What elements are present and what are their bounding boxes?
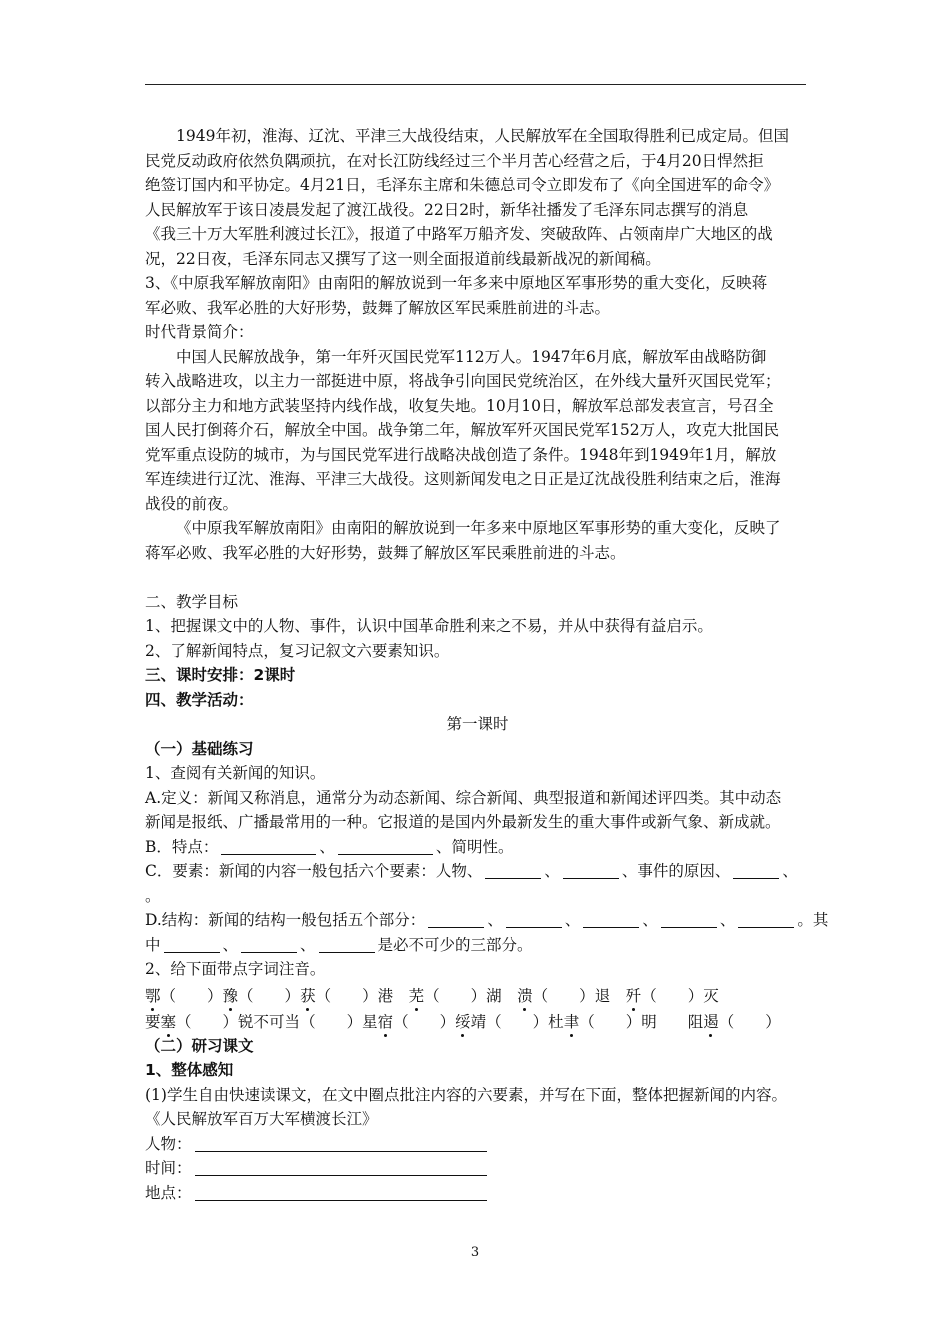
- dotted-char: 歼: [626, 984, 642, 1006]
- answer-blank[interactable]: [563, 862, 619, 879]
- question-2: 2、给下面带点字词注音。: [145, 960, 326, 978]
- question-a-line-2: 新闻是报纸、广播最常用的一种。它报道的是国内外最新发生的重大事件或新气象、新成就。: [145, 813, 781, 831]
- dotted-char: 聿: [564, 1010, 580, 1032]
- answer-blank[interactable]: [241, 936, 297, 953]
- field-label: 时间：: [145, 1159, 192, 1177]
- field-person: [145, 1132, 810, 1157]
- plain-char: 杜: [548, 1012, 564, 1031]
- answer-line[interactable]: [195, 1135, 487, 1152]
- question-d-line-2: [145, 933, 810, 958]
- separator: 、: [319, 837, 335, 856]
- background-heading: 时代背景简介：: [145, 323, 254, 341]
- separator: 、: [222, 935, 239, 954]
- answer-paren[interactable]: （ ）: [300, 1012, 363, 1031]
- answer-paren[interactable]: （ ）: [579, 1012, 642, 1031]
- text-line: 蒋军必败、我军必胜的大好形势，鼓舞了解放区军民乘胜前进的斗志。: [145, 543, 626, 562]
- activities-heading: 四、教学活动：: [145, 690, 254, 709]
- text-line: 党军重点设防的城市，为与国民党军进行战略决战创造了条件。1948年到1949年1月，解放: [145, 445, 777, 464]
- answer-blank[interactable]: [738, 911, 794, 928]
- field-time: [145, 1156, 810, 1181]
- text-line: 3、《中原我军解放南阳》由南阳的解放说到一年多来中原地区军事形势的重大变化，反映蒋: [145, 274, 768, 292]
- dotted-char: 豫: [223, 984, 239, 1006]
- field-place: [145, 1181, 810, 1206]
- background-paragraph-2: [145, 516, 810, 565]
- question-c-end: 。: [145, 886, 161, 905]
- answer-paren[interactable]: （ ）: [641, 986, 704, 1005]
- section-study-text: （二）研习课文: [145, 1036, 254, 1055]
- question-d: [145, 908, 829, 933]
- separator: 、: [300, 935, 316, 954]
- plain-char: 靖: [470, 1012, 487, 1031]
- intro-paragraph-2: [145, 271, 810, 320]
- answer-paren[interactable]: （ ）: [160, 986, 223, 1005]
- spacer: [145, 565, 810, 590]
- answer-line[interactable]: [195, 1184, 487, 1201]
- answer-blank[interactable]: [583, 911, 639, 928]
- task-1: (1)学生自由快速读课文，在文中圈点批注内容的六要素，并写在下面，整体把握新闻的内容。: [145, 1085, 787, 1104]
- text-line: 中国人民解放战争，第一年歼灭国民党军112万人。1947年6月底，解放军由战略防御: [176, 347, 767, 366]
- text-line: 《中原我军解放南阳》由南阳的解放说到一年多来中原地区军事形势的重大变化，反映了: [176, 519, 781, 537]
- answer-line[interactable]: [195, 1159, 487, 1176]
- pinyin-row-1: [145, 982, 810, 1008]
- answer-blank[interactable]: [485, 862, 541, 879]
- plain-word: 明 阻: [641, 1012, 704, 1031]
- separator: 、: [544, 862, 560, 880]
- text-line: 民党反动政府依然负隅顽抗，在对长江防线经过三个半月苦心经营之后，于4月20日悍然拒: [145, 151, 764, 170]
- text-line: 1949年初，淮海、辽沈、平津三大战役结束，人民解放军在全国取得胜利已成定局。但国: [176, 127, 789, 145]
- separator: 、: [487, 911, 503, 929]
- answer-paren[interactable]: （ ）: [393, 1012, 456, 1031]
- question-b-prefix: B．特点：: [145, 837, 219, 856]
- answer-paren[interactable]: （ ）: [486, 1012, 549, 1031]
- question-d-line2-suffix: 是必不可少的三部分。: [377, 935, 533, 954]
- answer-paren[interactable]: （ ）: [238, 986, 301, 1005]
- text-line: 战役的前夜。: [145, 494, 239, 513]
- text-line: 以部分主力和地方武装坚持内线作战，收复失地。10月10日，解放军总部发表宣言，号召全: [145, 396, 774, 415]
- dotted-char: 塞: [161, 1010, 177, 1032]
- separator: 、: [782, 862, 798, 880]
- question-d-prefix: D.结构：新闻的结构一般包括五个部分：: [145, 911, 426, 929]
- separator: 、: [564, 911, 581, 929]
- plain-word: 锐不可当: [238, 1012, 301, 1031]
- question-c-mid: 事件的原因、: [637, 862, 731, 880]
- text-line: 军连续进行辽沈、淮海、平津三大战役。这则新闻发电之日正是辽沈战役胜利结束之后，淮海: [145, 470, 781, 488]
- dotted-char: 芜: [409, 984, 425, 1006]
- plain-char: 港: [377, 986, 409, 1005]
- question-1: 1、查阅有关新闻的知识。: [145, 764, 326, 782]
- answer-blank[interactable]: [338, 838, 433, 855]
- dotted-char: 绥: [455, 1010, 471, 1032]
- text-line: 人民解放军于该日凌晨发起了渡江战役。22日2时，新华社播发了毛泽东同志撰写的消息: [145, 200, 749, 219]
- section-basic-practice: （一）基础练习: [145, 739, 254, 758]
- intro-paragraph-1: [145, 124, 810, 271]
- question-b: [145, 835, 810, 860]
- dotted-char: 溃: [517, 984, 533, 1006]
- field-label: 人物：: [145, 1134, 192, 1153]
- answer-blank[interactable]: [221, 838, 316, 855]
- goal-1: 1、把握课文中的人物、事件，认识中国革命胜利来之不易，并从中获得有益启示。: [145, 617, 713, 635]
- goals-heading: 二、教学目标: [145, 592, 239, 611]
- pinyin-row-2: [145, 1008, 810, 1034]
- answer-blank[interactable]: [733, 862, 779, 879]
- separator: 、: [435, 837, 452, 856]
- background-paragraph-1: [145, 345, 810, 517]
- text-line: 国人民打倒蒋介石，解放全中国。战争第二年，解放军歼灭国民党军152万人，攻克大批国民: [145, 421, 780, 439]
- dotted-char: 鄂: [145, 984, 161, 1006]
- dotted-char: 宿: [378, 1010, 394, 1032]
- dotted-char: 获: [300, 984, 316, 1006]
- separator: 、: [621, 862, 638, 880]
- answer-blank[interactable]: [428, 911, 484, 928]
- document-body: [145, 124, 829, 1205]
- separator: 、: [642, 911, 658, 929]
- answer-paren[interactable]: （ ）: [718, 1012, 781, 1031]
- answer-paren[interactable]: （ ）: [532, 986, 595, 1005]
- text-line: 绝签订国内和平协定。4月21日，毛泽东主席和朱德总司令立即发布了《向全国进军的命令》: [145, 176, 780, 194]
- answer-blank[interactable]: [319, 936, 375, 953]
- page-number: 3: [470, 1245, 480, 1260]
- text-line: 况，22日夜，毛泽东同志又撰写了这一则全面报道前线最新战况的新闻稿。: [145, 249, 661, 268]
- subsection-overall: 1、整体感知: [145, 1061, 234, 1079]
- plain-char: 退: [594, 986, 626, 1005]
- question-d-end: 。其: [797, 911, 829, 929]
- dotted-char: 遏: [703, 1010, 719, 1032]
- answer-paren[interactable]: （ ）: [424, 986, 487, 1005]
- schedule-heading: 三、课时安排：2课时: [145, 666, 296, 684]
- separator: 、: [719, 911, 736, 929]
- article-title: 《人民解放军百万大军横渡长江》: [145, 1110, 378, 1128]
- answer-paren[interactable]: （ ）: [315, 986, 378, 1005]
- question-c: [145, 859, 810, 884]
- question-b-suffix: 简明性。: [451, 837, 514, 856]
- lesson-title: 第一课时: [446, 715, 509, 733]
- header-rule: [145, 84, 806, 85]
- plain-char: 星: [362, 1012, 378, 1031]
- plain-char: 要: [145, 1012, 161, 1031]
- plain-char: 灭: [703, 986, 719, 1005]
- question-c-prefix: C．要素：新闻的内容一般包括六个要素：人物、: [145, 862, 483, 880]
- answer-blank[interactable]: [506, 911, 562, 928]
- answer-blank[interactable]: [661, 911, 717, 928]
- question-d-line2-prefix: 中: [145, 935, 161, 954]
- field-label: 地点：: [145, 1183, 192, 1202]
- text-line: 军必败、我军必胜的大好形势，鼓舞了解放区军民乘胜前进的斗志。: [145, 298, 611, 317]
- answer-blank[interactable]: [164, 936, 220, 953]
- plain-char: 湖: [486, 986, 518, 1005]
- text-line: 转入战略进攻，以主力一部挺进中原，将战争引向国民党统治区，在外线大量歼灭国民党军；: [145, 372, 781, 390]
- text-line: 《我三十万大军胜利渡过长江》，报道了中路军万船齐发、突破敌阵、占领南岸广大地区的战: [145, 225, 773, 243]
- question-a-line-1: A.定义：新闻又称消息，通常分为动态新闻、综合新闻、典型报道和新闻述评四类。其中动态: [145, 788, 782, 807]
- answer-paren[interactable]: （ ）: [176, 1012, 239, 1031]
- goal-2: 2、了解新闻特点，复习记叙文六要素知识。: [145, 641, 450, 660]
